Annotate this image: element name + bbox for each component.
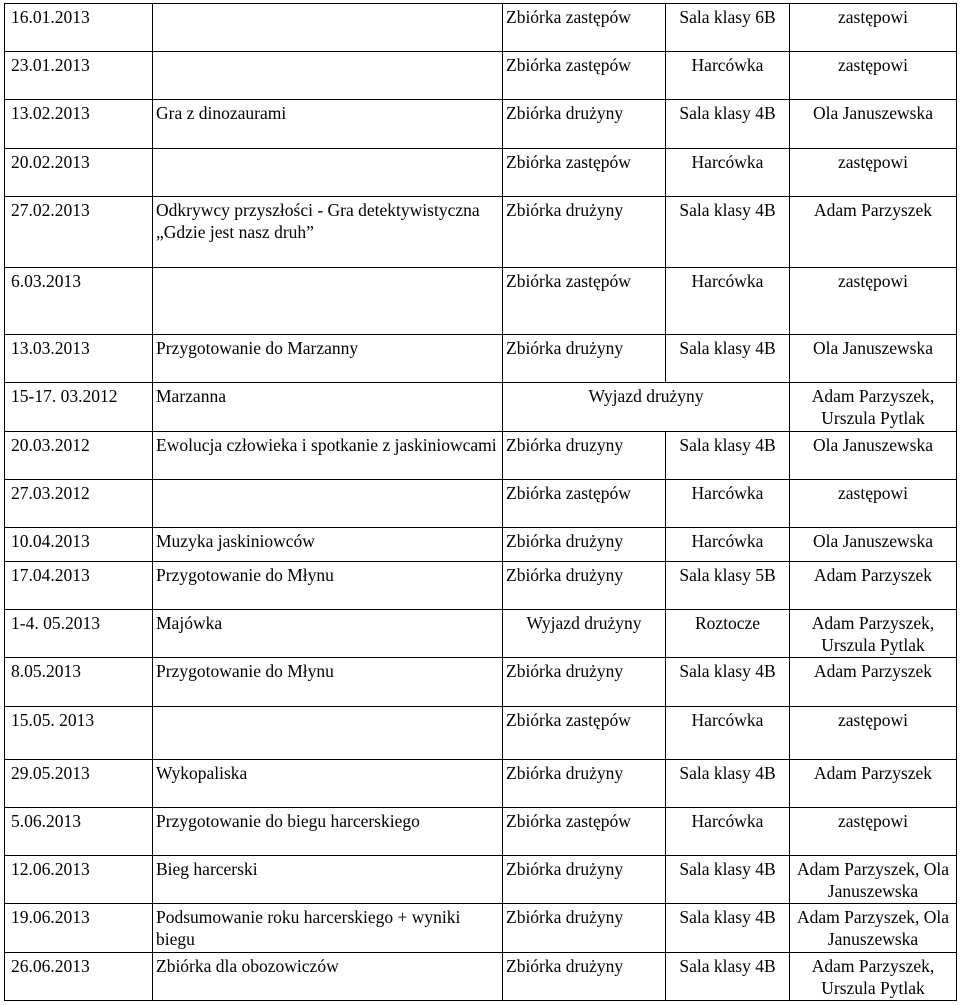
place-cell: Sala klasy 4B (666, 658, 790, 706)
place-cell: Sala klasy 6B (666, 4, 790, 52)
date-cell: 13.02.2013 (5, 100, 153, 148)
topic-cell: Wykopaliska (153, 759, 503, 807)
type-cell: Zbiórka zastępów (503, 52, 666, 100)
type-cell: Zbiórka drużyny (503, 561, 666, 609)
topic-cell: Zbiórka dla obozowiczów (153, 952, 503, 1000)
leader-cell: Ola Januszewska (790, 431, 957, 479)
table-row (5, 383, 957, 431)
table-row (5, 479, 957, 527)
type-cell: Zbiórka drużyny (503, 904, 666, 952)
table-row (5, 610, 957, 658)
table-row (5, 952, 957, 1000)
place-cell: Harcówka (666, 528, 790, 562)
table-row (5, 528, 957, 562)
topic-cell: Podsumowanie roku harcerskiego + wyniki biegu (153, 904, 503, 952)
type-cell: Zbiórka drużyny (503, 856, 666, 904)
topic-cell: Przygotowanie do biegu harcerskiego (153, 808, 503, 856)
table-row (5, 100, 957, 148)
topic-cell: Majówka (153, 610, 503, 658)
leader-cell: zastępowi (790, 148, 957, 196)
date-cell: 8.05.2013 (5, 658, 153, 706)
type-cell: Wyjazd drużyny (503, 610, 666, 658)
place-cell: Sala klasy 4B (666, 335, 790, 383)
topic-cell: Przygotowanie do Młynu (153, 658, 503, 706)
table-row (5, 4, 957, 52)
date-cell: 29.05.2013 (5, 759, 153, 807)
date-cell: 20.02.2013 (5, 148, 153, 196)
table-row (5, 706, 957, 759)
topic-cell: Ewolucja człowieka i spotkanie z jaskiniowcami (153, 431, 503, 479)
leader-cell: Adam Parzyszek (790, 759, 957, 807)
table-row (5, 52, 957, 100)
type-cell: Zbiórka drużyny (503, 528, 666, 562)
table-row (5, 808, 957, 856)
leader-cell: Ola Januszewska (790, 100, 957, 148)
type-cell: Zbiórka zastępów (503, 808, 666, 856)
date-cell: 27.02.2013 (5, 196, 153, 267)
type-cell: Zbiórka drużyny (503, 196, 666, 267)
place-cell: Sala klasy 4B (666, 856, 790, 904)
date-cell: 5.06.2013 (5, 808, 153, 856)
place-cell: Sala klasy 5B (666, 561, 790, 609)
topic-cell: Gra z dinozaurami (153, 100, 503, 148)
type-cell: Zbiórka drużyny (503, 658, 666, 706)
place-cell: Harcówka (666, 148, 790, 196)
table-row (5, 267, 957, 335)
date-cell: 16.01.2013 (5, 4, 153, 52)
topic-cell (153, 52, 503, 100)
topic-cell (153, 706, 503, 759)
schedule-table (4, 3, 957, 1001)
type-cell: Zbiórka drużyny (503, 952, 666, 1000)
date-cell: 23.01.2013 (5, 52, 153, 100)
place-cell: Harcówka (666, 479, 790, 527)
date-cell: 10.04.2013 (5, 528, 153, 562)
place-cell: Sala klasy 4B (666, 759, 790, 807)
type-cell: Zbiórka drużyny (503, 100, 666, 148)
date-cell: 17.04.2013 (5, 561, 153, 609)
table-row (5, 196, 957, 267)
type-cell: Zbiórka zastępów (503, 479, 666, 527)
place-cell: Harcówka (666, 267, 790, 335)
leader-cell: zastępowi (790, 808, 957, 856)
leader-cell: Ola Januszewska (790, 335, 957, 383)
leader-cell: zastępowi (790, 706, 957, 759)
topic-cell: Odkrywcy przyszłości - Gra detektywistyczna „Gdzie jest nasz druh” (153, 196, 503, 267)
table-row (5, 431, 957, 479)
topic-cell: Muzyka jaskiniowców (153, 528, 503, 562)
topic-cell: Bieg harcerski (153, 856, 503, 904)
type-cell: Wyjazd drużyny (503, 383, 790, 431)
date-cell: 19.06.2013 (5, 904, 153, 952)
date-cell: 20.03.2012 (5, 431, 153, 479)
date-cell: 12.06.2013 (5, 856, 153, 904)
type-cell: Zbiórka drużyny (503, 335, 666, 383)
type-cell: Zbiórka zastępów (503, 267, 666, 335)
date-cell: 13.03.2013 (5, 335, 153, 383)
place-cell: Sala klasy 4B (666, 196, 790, 267)
date-cell: 6.03.2013 (5, 267, 153, 335)
place-cell: Sala klasy 4B (666, 431, 790, 479)
table-row (5, 856, 957, 904)
leader-cell: Ola Januszewska (790, 528, 957, 562)
topic-cell (153, 267, 503, 335)
leader-cell: Adam Parzyszek, Urszula Pytlak (790, 952, 957, 1000)
place-cell: Harcówka (666, 52, 790, 100)
topic-cell (153, 4, 503, 52)
table-row (5, 904, 957, 952)
date-cell: 15-17. 03.2012 (5, 383, 153, 431)
date-cell: 27.03.2012 (5, 479, 153, 527)
place-cell: Sala klasy 4B (666, 952, 790, 1000)
table-row (5, 148, 957, 196)
leader-cell: Adam Parzyszek (790, 561, 957, 609)
place-cell: Roztocze (666, 610, 790, 658)
topic-cell: Przygotowanie do Młynu (153, 561, 503, 609)
leader-cell: Adam Parzyszek (790, 196, 957, 267)
leader-cell: Adam Parzyszek, Ola Januszewska (790, 904, 957, 952)
table-row (5, 759, 957, 807)
leader-cell: Adam Parzyszek (790, 658, 957, 706)
leader-cell: Adam Parzyszek, Urszula Pytlak (790, 383, 957, 431)
topic-cell: Marzanna (153, 383, 503, 431)
date-cell: 26.06.2013 (5, 952, 153, 1000)
table-row (5, 658, 957, 706)
table-row (5, 335, 957, 383)
type-cell: Zbiórka zastępów (503, 706, 666, 759)
date-cell: 1-4. 05.2013 (5, 610, 153, 658)
place-cell: Sala klasy 4B (666, 904, 790, 952)
place-cell: Sala klasy 4B (666, 100, 790, 148)
leader-cell: zastępowi (790, 267, 957, 335)
date-cell: 15.05. 2013 (5, 706, 153, 759)
table-row (5, 561, 957, 609)
topic-cell: Przygotowanie do Marzanny (153, 335, 503, 383)
leader-cell: Adam Parzyszek, Ola Januszewska (790, 856, 957, 904)
leader-cell: zastępowi (790, 4, 957, 52)
type-cell: Zbiórka zastępów (503, 4, 666, 52)
leader-cell: zastępowi (790, 479, 957, 527)
type-cell: Zbiórka zastępów (503, 148, 666, 196)
place-cell: Harcówka (666, 706, 790, 759)
leader-cell: zastępowi (790, 52, 957, 100)
topic-cell (153, 479, 503, 527)
type-cell: Zbiórka drużyny (503, 759, 666, 807)
type-cell: Zbiórka druzyny (503, 431, 666, 479)
place-cell: Harcówka (666, 808, 790, 856)
topic-cell (153, 148, 503, 196)
leader-cell: Adam Parzyszek, Urszula Pytlak (790, 610, 957, 658)
